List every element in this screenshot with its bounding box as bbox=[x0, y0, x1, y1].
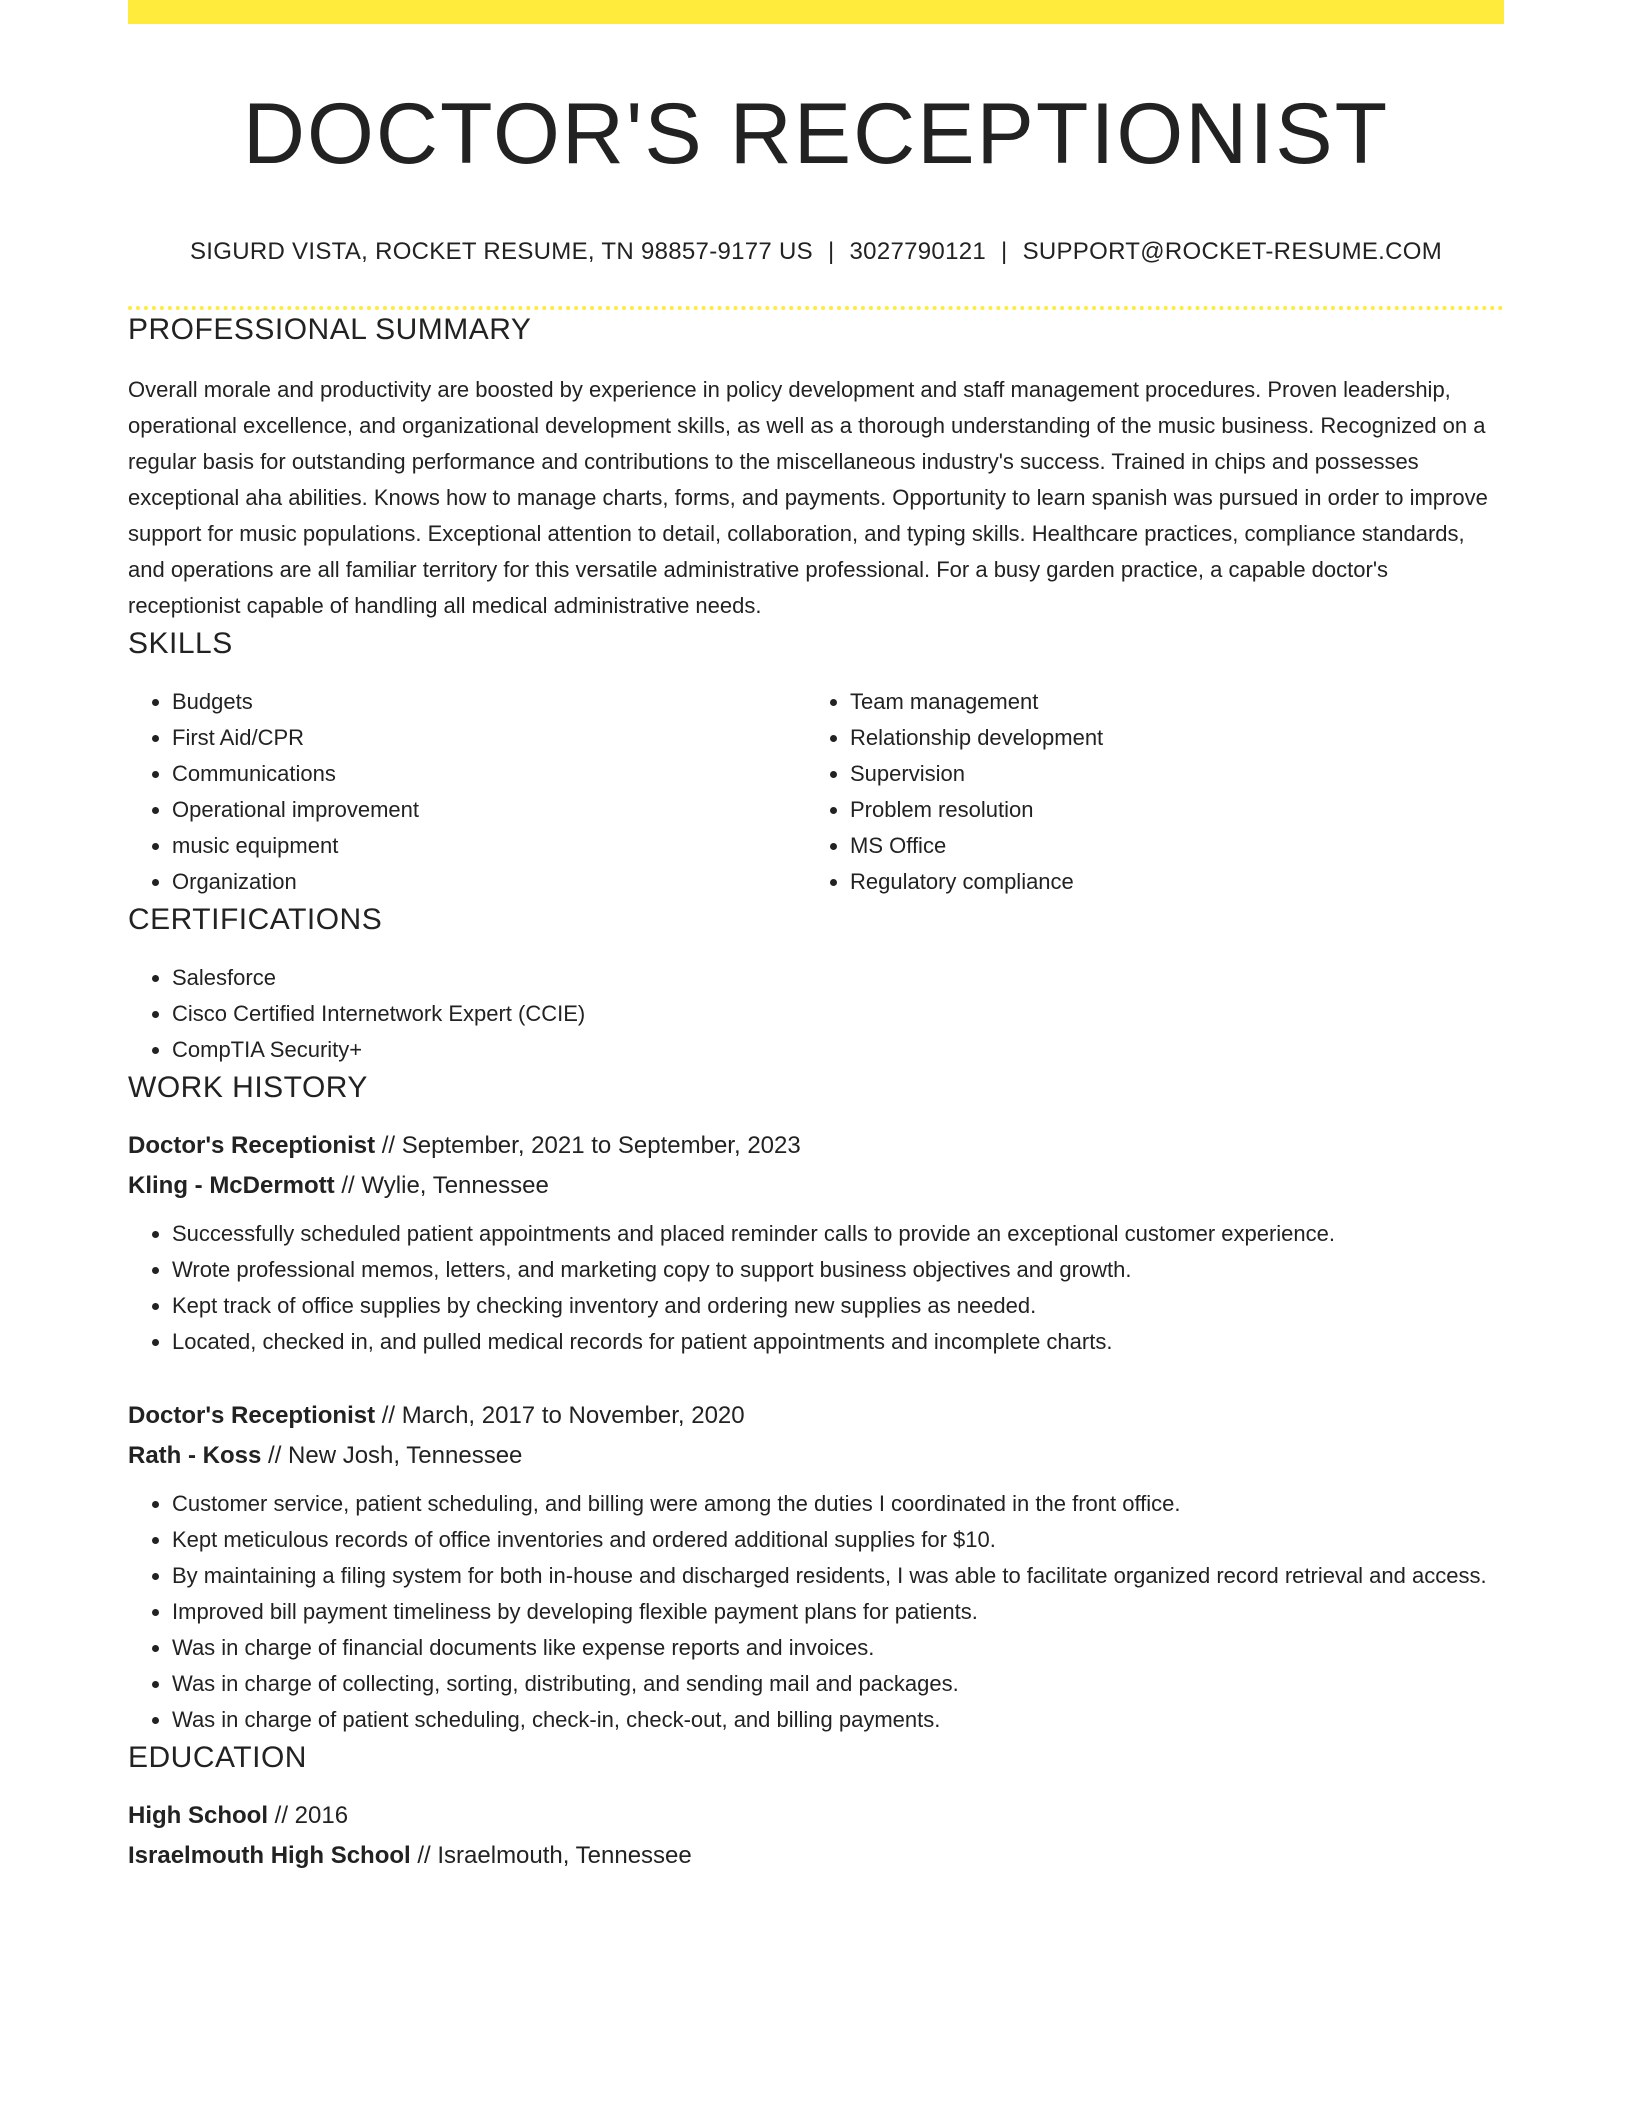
job-bullet: • Successfully scheduled patient appointments and placed reminder calls to provide an exceptional customer experience. bbox=[172, 1216, 1504, 1252]
section-title-summary: PROFESSIONAL SUMMARY bbox=[128, 313, 532, 346]
section-title-certifications: CERTIFICATIONS bbox=[128, 903, 383, 936]
education-year: // 2016 bbox=[268, 1802, 349, 1829]
skill-item: • First Aid/CPR bbox=[172, 720, 806, 756]
job-bullets bbox=[128, 1216, 1504, 1360]
job-bullet: • Was in charge of collecting, sorting, distributing, and sending mail and packages. bbox=[172, 1666, 1504, 1702]
section-title-skills: SKILLS bbox=[128, 627, 233, 660]
job-bullet: • Improved bill payment timeliness by developing flexible payment plans for patients. bbox=[172, 1594, 1504, 1630]
education-location: // Israelmouth, Tennessee bbox=[410, 1842, 692, 1869]
job-role-line bbox=[128, 1396, 1504, 1436]
job-entry bbox=[128, 1396, 1504, 1738]
job-role-line bbox=[128, 1126, 1504, 1166]
job-bullet: • Located, checked in, and pulled medical records for patient appointments and incomplete charts. bbox=[172, 1324, 1504, 1360]
section-title-work-history: WORK HISTORY bbox=[128, 1071, 368, 1104]
skill-item: • Problem resolution bbox=[850, 792, 1504, 828]
contact-line bbox=[128, 236, 1504, 268]
job-bullets bbox=[128, 1486, 1504, 1738]
certification-item: • Cisco Certified Internetwork Expert (CCIE) bbox=[172, 996, 1504, 1032]
job-bullet: • Was in charge of financial documents like expense reports and invoices. bbox=[172, 1630, 1504, 1666]
job-dates: // September, 2021 to September, 2023 bbox=[375, 1132, 801, 1159]
job-location: // Wylie, Tennessee bbox=[334, 1172, 549, 1199]
skill-item: • Budgets bbox=[172, 684, 806, 720]
accent-bar bbox=[128, 0, 1504, 24]
certification-item: • CompTIA Security+ bbox=[172, 1032, 1504, 1068]
skill-item: • Regulatory compliance bbox=[850, 864, 1504, 900]
job-entry bbox=[128, 1126, 1504, 1360]
section-title-education: EDUCATION bbox=[128, 1741, 307, 1774]
skill-item: • Relationship development bbox=[850, 720, 1504, 756]
job-company: Rath - Koss bbox=[128, 1442, 262, 1469]
education-degree-line bbox=[128, 1796, 1504, 1836]
job-bullet: • Kept meticulous records of office inventories and ordered additional supplies for $10. bbox=[172, 1522, 1504, 1558]
job-bullet: • Wrote professional memos, letters, and marketing copy to support business objectives and growth. bbox=[172, 1252, 1504, 1288]
job-company-line bbox=[128, 1166, 1504, 1206]
summary-text: Overall morale and productivity are boosted by experience in policy development and staff management procedures. Proven leadership, operational excellence, and organizational development skills, as well as a thorough understanding of the music business. Recognized on a regular basis for outstanding performance and contributions to the miscellaneous industry's success. Trained in chips and possesses exceptional aha abilities. Knows how to manage charts, forms, and payments. Opportunity to learn spanish was pursued in order to improve support for music populations. Exceptional attention to detail, collaboration, and typing skills. Healthcare practices, compliance standards, and operations are all familiar territory for this versatile administrative professional. For a busy garden practice, a capable doctor's receptionist capable of handling all medical administrative needs. bbox=[128, 377, 1488, 618]
certification-item: • Salesforce bbox=[172, 960, 1504, 996]
job-bullet: • Was in charge of patient scheduling, check-in, check-out, and billing payments. bbox=[172, 1702, 1504, 1738]
job-bullet: • Customer service, patient scheduling, and billing were among the duties I coordinated in the front office. bbox=[172, 1486, 1504, 1522]
skill-item: • Team management bbox=[850, 684, 1504, 720]
job-role: Doctor's Receptionist bbox=[128, 1132, 376, 1159]
job-location: // New Josh, Tennessee bbox=[261, 1442, 523, 1469]
job-bullet: • Kept track of office supplies by checking inventory and ordering new supplies as needed. bbox=[172, 1288, 1504, 1324]
skill-item: • MS Office bbox=[850, 828, 1504, 864]
education-school-line bbox=[128, 1836, 1504, 1876]
skills-grid bbox=[128, 684, 1504, 900]
skill-item: • music equipment bbox=[172, 828, 806, 864]
skill-item: • Supervision bbox=[850, 756, 1504, 792]
job-dates: // March, 2017 to November, 2020 bbox=[375, 1402, 745, 1429]
education-school: Israelmouth High School bbox=[128, 1842, 411, 1869]
contact-email[interactable]: SUPPORT@ROCKET-RESUME.COM bbox=[1022, 238, 1443, 265]
contact-separator: | bbox=[1001, 238, 1008, 265]
skills-list-left bbox=[128, 684, 806, 900]
job-role: Doctor's Receptionist bbox=[128, 1402, 376, 1429]
job-company-line bbox=[128, 1436, 1504, 1476]
job-company: Kling - McDermott bbox=[128, 1172, 335, 1199]
education-entry bbox=[128, 1796, 1504, 1876]
resume-page bbox=[128, 0, 1504, 1876]
contact-separator: | bbox=[827, 238, 835, 265]
skill-item: • Communications bbox=[172, 756, 806, 792]
skills-list-right bbox=[806, 684, 1504, 900]
education-degree: High School bbox=[128, 1802, 268, 1829]
skill-item: • Organization bbox=[172, 864, 806, 900]
contact-phone: 3027790121 bbox=[849, 238, 987, 265]
contact-address: SIGURD VISTA, ROCKET RESUME, TN 98857-9177 US bbox=[189, 238, 813, 265]
resume-title: DOCTOR'S RECEPTIONIST bbox=[242, 86, 1390, 182]
job-bullet: • By maintaining a filing system for both in-house and discharged residents, I was able to facilitate organized record retrieval and access. bbox=[172, 1558, 1504, 1594]
skill-item: • Operational improvement bbox=[172, 792, 806, 828]
certifications-list bbox=[128, 960, 1504, 1068]
